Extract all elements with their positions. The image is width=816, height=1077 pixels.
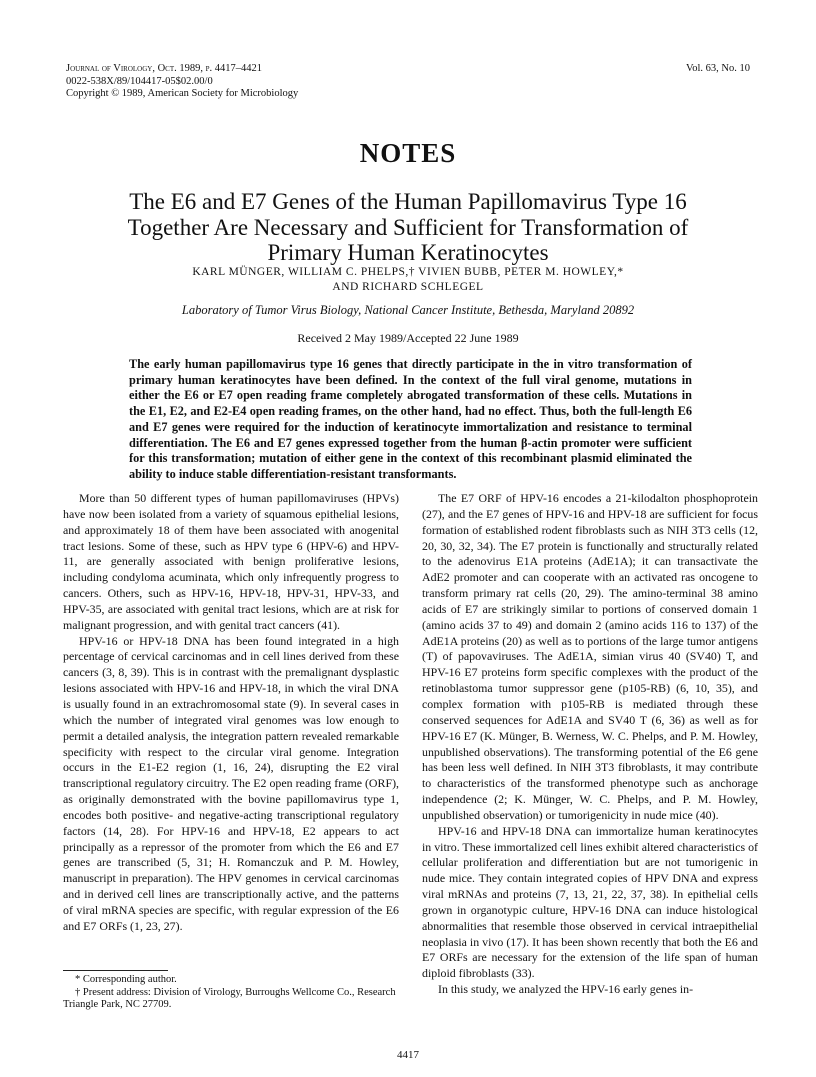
body-paragraph: In this study, we analyzed the HPV-16 early genes in- — [438, 982, 694, 997]
section-label: NOTES — [359, 138, 457, 168]
body-column-right — [422, 491, 758, 998]
issn-line: 0022-538X/89/104417-05$02.00/0 — [66, 75, 213, 87]
author-list — [96, 265, 720, 295]
author-line-1: KARL MÜNGER, WILLIAM C. PHELPS,† VIVIEN BUBB, PETER M. HOWLEY,* — [192, 266, 624, 278]
page-number: 4417 — [397, 1049, 419, 1061]
copyright-line: Copyright © 1989, American Society for Microbiology — [66, 88, 299, 99]
body-column-left — [63, 491, 399, 935]
received-dates: Received 2 May 1989/Accepted 22 June 1989 — [297, 331, 519, 345]
body-paragraph: The E7 ORF of HPV-16 encodes a 21-kilodalton phosphoprotein (27), and the E7 genes of HPV-16 and HPV-18 are sufficient for focus formation of established rodent fibroblasts such as NIH 3T3 cells (12, 20, 30, 32, 34). The E7 protein is functionally and structurally related to the adenovirus E1A proteins (AdE1A); it can transactivate the AdE2 promoter and can cooperate with an activated ras oncogene to transform primary rat cells (20, 29). The amino-terminal 38 amino acids of E7 are strikingly similar to portions of conserved domain 1 (amino acids 37 to 49) and domain 2 (amino acids 116 to 137) of the AdE1A proteins (20) as well as to portions of the large tumor antigens (T) of papovaviruses. The AdE1A, simian virus 40 (SV40) T, and HPV-16 E7 proteins form specific complexes with the product of the retinoblastoma tumor suppressor gene (p105-RB) (6, 10, 35), and complex formation with p105-RB is mediated through these conserved sequences for AdE1A and SV40 T (6, 36) as well as for HPV-16 E7 (K. Münger, B. Werness, W. C. Phelps, and P. M. Howley, unpublished observations). The transforming potential of the E6 gene has been less well defined. In NIH 3T3 fibroblasts, it may contribute to characteristics of the transformed phenotype such as anchorage independence (2; K. Münger, W. C. Phelps, and P. M. Howley, unpublished observation) or tumorigenicity in nude mice (40). — [422, 491, 758, 822]
body-paragraph: HPV-16 and HPV-18 DNA can immortalize human keratinocytes in vitro. These immortalized cell lines exhibit altered characteristics of cellular proliferation and differentiation but are not tumorigenic in nude mice. They contain integrated copies of HPV DNA and express viral mRNAs and proteins (7, 13, 21, 22, 37, 38). In epithelial cells grown in organotypic culture, HPV-16 DNA can induce histological abnormalities that resemble those observed in cervical intraepithelial neoplasia in vivo (17). It has been shown recently that both the E6 and E7 ORFs are necessary for the extension of the life span of human diploid fibroblasts (33). — [422, 823, 758, 981]
body-paragraph: More than 50 different types of human papillomaviruses (HPVs) have now been isolated from a variety of squamous epithelial lesions, and approximately 18 of them have been associated with anogenital tract lesions. Some of these, such as HPV type 6 (HPV-6) and HPV-11, are generally associated with benign proliferative lesions, including condyloma acuminata, which only infrequently progress to cancers. Others, such as HPV-16, HPV-18, HPV-31, HPV-33, and HPV-35, are associated with genital tract lesions, which are at risk for malignant progression, and with genital tract cancers (41). — [63, 491, 399, 632]
article-title: The E6 and E7 Genes of the Human Papillomavirus Type 16 Together Are Necessary and Sufficient for Transformation of Primary Human Keratinocytes — [127, 189, 689, 265]
volume-info: Vol. 63, No. 10 — [686, 63, 750, 74]
journal-header — [66, 63, 586, 101]
footnote-divider — [63, 970, 168, 971]
footnote-corresponding: * Corresponding author. — [75, 974, 177, 985]
affiliation: Laboratory of Tumor Virus Biology, National Cancer Institute, Bethesda, Maryland 20892 — [181, 303, 635, 317]
author-line-2: AND RICHARD SCHLEGEL — [332, 281, 484, 293]
abstract: The early human papillomavirus type 16 genes that directly participate in the in vitro transformation of primary human keratinocytes have been defined. In the context of the full viral genome, mutations in either the E6 or E7 open reading frame completely abrogated transformation of these cells. Mutations in the E1, E2, and E2-E4 open reading frames, on the other hand, had no effect. Thus, both the full-length E6 and E7 genes were required for the induction of keratinocyte immortalization and resistance to terminal differentiation. The E6 and E7 genes expressed together from the human β-actin promoter were sufficient for this transformation; mutation of either gene in the context of this recombinant plasmid eliminated the ability to induce stable differentiation-resistant transformants. — [129, 357, 692, 481]
footnotes — [63, 970, 399, 1012]
journal-citation: Journal of Virology, Oct. 1989, p. 4417–4421 — [66, 63, 263, 74]
footnote-address: † Present address: Division of Virology, Burroughs Wellcome Co., Research Triangle Park, NC 27709. — [63, 986, 396, 1010]
body-paragraph: HPV-16 or HPV-18 DNA has been found integrated in a high percentage of cervical carcinomas and in cell lines derived from these cancers (3, 8, 39). This is in contrast with the premalignant dysplastic lesions associated with HPV-16 and HPV-18, in which the viral DNA is usually found in an extrachromosomal state (9). In several cases in which the number of integrated viral genomes was low enough to permit a detailed analysis, the integration pattern revealed remarkable specificity with respect to the circular viral genome. Integration occurs in the E1-E2 region (1, 16, 24), disrupting the E2 viral transcriptional regulatory circuitry. The E2 open reading frame (ORF), as originally demonstrated with the bovine papillomavirus type 1, encodes both positive- and negative-acting transcriptional regulatory factors (14, 28). For HPV-16 and HPV-18, E2 appears to act principally as a repressor of the promoter from which the E6 and E7 genes are transcribed (5, 31; H. Romanczuk and P. M. Howley, manuscript in preparation). The HPV genomes in cervical carcinomas and in derived cell lines are transcriptionally active, and the patterns of viral mRNA species are specific, with regular expression of the E6 and E7 ORFs (1, 23, 27). — [63, 633, 399, 933]
